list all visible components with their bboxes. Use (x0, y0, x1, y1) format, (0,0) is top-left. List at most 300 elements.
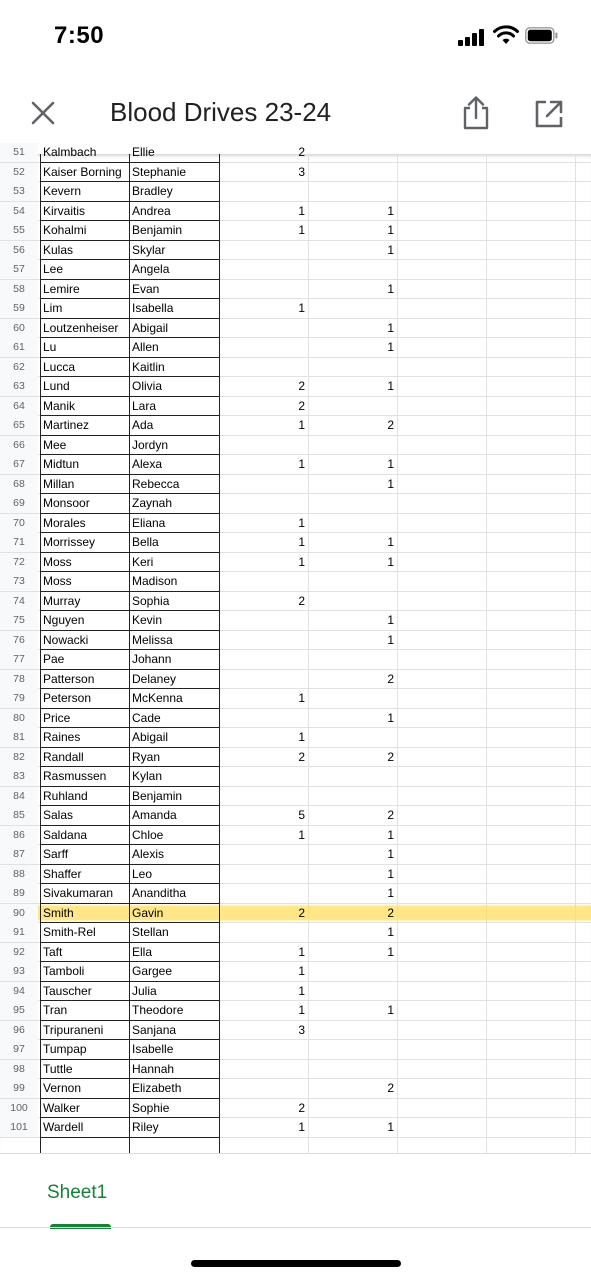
table-cell[interactable]: Kevern (43, 184, 82, 198)
table-cell[interactable] (220, 494, 305, 513)
table-cell[interactable]: Isabelle (132, 1042, 174, 1056)
table-cell[interactable]: Lim (43, 301, 63, 315)
table-cell[interactable]: Kaitlin (132, 359, 165, 374)
table-cell[interactable]: Loutzenheiser (43, 320, 119, 335)
table-cell[interactable]: Tauscher (43, 983, 92, 998)
table-cell[interactable]: Moss (43, 554, 72, 569)
table-cell[interactable]: Amanda (132, 808, 177, 822)
table-cell[interactable]: 5 (298, 808, 305, 822)
divider (0, 1227, 591, 1228)
table-cell[interactable] (309, 182, 394, 201)
table-row[interactable] (0, 631, 591, 651)
table-row[interactable] (0, 436, 591, 456)
table-cell[interactable]: 1 (298, 535, 305, 549)
table-row[interactable] (0, 533, 591, 553)
row-number: 55 (0, 221, 38, 240)
sheet-tab-bar (0, 1153, 591, 1229)
table-cell[interactable] (220, 611, 305, 630)
table-cell[interactable]: Tumpap (43, 1042, 87, 1056)
table-cell[interactable]: Abigail (132, 730, 169, 744)
table-cell[interactable]: Julia (132, 983, 157, 998)
table-cell[interactable] (220, 338, 305, 357)
table-cell[interactable]: Kulas (43, 242, 74, 257)
table-cell[interactable]: Kevin (132, 613, 163, 627)
table-cell[interactable]: Ada (132, 418, 154, 432)
table-cell[interactable]: Taft (43, 944, 63, 959)
table-cell[interactable]: Ellie (132, 145, 155, 159)
table-cell[interactable] (309, 728, 394, 747)
table-cell[interactable]: 1 (387, 886, 394, 900)
table-cell[interactable] (309, 689, 394, 708)
table-row[interactable] (0, 280, 591, 300)
table-cell[interactable]: Tripuraneni (43, 1022, 104, 1037)
table-cell[interactable]: 2 (387, 671, 394, 686)
table-cell[interactable] (309, 358, 394, 377)
table-row[interactable] (0, 319, 591, 339)
row-number: 77 (0, 650, 38, 669)
row-number: 58 (0, 280, 38, 299)
table-cell[interactable]: Nguyen (43, 613, 85, 627)
table-cell[interactable]: Eliana (132, 515, 166, 530)
battery-icon (525, 27, 558, 44)
table-cell[interactable]: Olivia (132, 379, 163, 393)
table-cell[interactable]: 3 (298, 1022, 305, 1037)
table-row[interactable] (0, 202, 591, 222)
table-cell[interactable]: Bradley (132, 184, 173, 198)
table-cell[interactable] (220, 1040, 305, 1059)
table-cell[interactable] (309, 397, 394, 416)
table-cell[interactable]: 1 (387, 827, 394, 842)
table-cell[interactable] (220, 1079, 305, 1098)
row-number: 71 (0, 533, 38, 552)
table-cell[interactable]: Millan (43, 476, 75, 491)
table-cell[interactable]: Shaffer (43, 866, 82, 881)
table-cell[interactable] (309, 514, 394, 533)
table-cell[interactable] (309, 787, 394, 806)
row-number: 98 (0, 1060, 38, 1079)
table-row[interactable] (0, 1118, 591, 1138)
table-row[interactable] (0, 494, 591, 514)
table-cell[interactable]: 1 (298, 691, 305, 705)
table-cell[interactable]: Salas (43, 808, 74, 822)
table-cell[interactable]: 2 (387, 418, 394, 432)
table-row[interactable] (0, 767, 591, 787)
table-cell[interactable] (309, 299, 394, 318)
table-cell[interactable]: Lee (43, 262, 64, 276)
table-row[interactable] (0, 358, 591, 378)
row-number: 97 (0, 1040, 38, 1059)
table-cell[interactable]: Lara (132, 398, 157, 413)
table-cell[interactable]: 1 (387, 320, 394, 335)
row-number: 82 (0, 748, 38, 767)
table-cell[interactable]: Lund (43, 379, 70, 393)
row-number: 86 (0, 826, 38, 845)
border-line (219, 154, 220, 1153)
table-cell[interactable]: 2 (387, 749, 394, 764)
table-row[interactable] (0, 611, 591, 631)
row-number: 100 (0, 1099, 38, 1118)
table-row[interactable] (0, 650, 591, 670)
table-row-highlighted[interactable] (0, 904, 591, 924)
row-number: 60 (0, 319, 38, 338)
table-cell[interactable] (220, 182, 305, 201)
row-number: 94 (0, 982, 38, 1001)
table-cell[interactable] (220, 260, 305, 279)
table-row[interactable] (0, 338, 591, 358)
table-cell[interactable]: Kylan (132, 769, 163, 783)
table-row[interactable] (0, 182, 591, 202)
row-number: 88 (0, 865, 38, 884)
table-cell[interactable]: Peterson (43, 691, 92, 705)
table-cell[interactable]: Lucca (43, 359, 76, 374)
row-number: 80 (0, 709, 38, 728)
table-cell[interactable]: 1 (387, 535, 394, 549)
table-cell[interactable]: 2 (298, 905, 305, 920)
table-cell[interactable]: Raines (43, 730, 81, 744)
table-cell[interactable] (309, 1040, 394, 1059)
table-cell[interactable]: Jordyn (132, 437, 169, 452)
table-cell[interactable] (309, 163, 394, 182)
table-cell[interactable]: 1 (387, 457, 394, 471)
table-cell[interactable]: Tamboli (43, 964, 85, 978)
table-cell[interactable]: Bella (132, 535, 159, 549)
table-cell[interactable]: Price (43, 710, 71, 725)
status-time: 7:50 (54, 22, 105, 49)
table-cell[interactable]: 1 (387, 203, 394, 218)
table-cell[interactable] (220, 1060, 305, 1079)
table-cell[interactable] (309, 260, 394, 279)
table-row[interactable] (0, 1060, 591, 1080)
table-row[interactable] (0, 689, 591, 709)
table-cell[interactable]: 2 (298, 593, 305, 608)
table-cell[interactable]: Benjamin (132, 788, 183, 803)
table-cell[interactable]: Sophia (132, 593, 170, 608)
table-cell[interactable]: Pae (43, 652, 65, 666)
table-cell[interactable] (309, 572, 394, 591)
table-cell[interactable]: Kaiser Borning (43, 164, 122, 179)
table-cell[interactable]: Gargee (132, 964, 173, 978)
row-number: 51 (0, 143, 38, 162)
document-title: Blood Drives 23-24 (110, 97, 332, 127)
table-row[interactable] (0, 455, 591, 475)
table-row[interactable] (0, 143, 591, 163)
table-row[interactable] (0, 1079, 591, 1099)
table-row[interactable] (0, 923, 591, 943)
border-line (129, 154, 130, 1153)
table-cell[interactable] (220, 631, 305, 650)
table-cell[interactable] (220, 280, 305, 299)
table-cell[interactable] (309, 767, 394, 786)
table-cell[interactable] (220, 436, 305, 455)
row-number: 101 (0, 1118, 38, 1137)
row-number: 72 (0, 553, 38, 572)
table-cell[interactable]: Saldana (43, 827, 88, 842)
table-cell[interactable] (220, 787, 305, 806)
row-number: 75 (0, 611, 38, 630)
table-cell[interactable]: 1 (298, 203, 305, 218)
table-cell[interactable]: 3 (298, 164, 305, 179)
table-row[interactable] (0, 475, 591, 495)
row-number: 91 (0, 923, 38, 942)
row-number: 57 (0, 260, 38, 279)
table-cell[interactable]: 1 (298, 730, 305, 744)
row-number: 54 (0, 202, 38, 221)
table-cell[interactable]: Morrissey (43, 535, 96, 549)
table-cell[interactable] (309, 1099, 394, 1118)
table-cell[interactable]: 2 (298, 749, 305, 764)
table-row[interactable] (0, 962, 591, 982)
table-cell[interactable] (220, 709, 305, 728)
table-cell[interactable]: 1 (387, 379, 394, 393)
table-cell[interactable]: Patterson (43, 671, 95, 686)
table-row[interactable] (0, 826, 591, 846)
table-cell[interactable] (220, 845, 305, 864)
home-indicator[interactable] (191, 1260, 401, 1267)
table-cell[interactable]: Andrea (132, 203, 171, 218)
row-number: 62 (0, 358, 38, 377)
table-row[interactable] (0, 241, 591, 261)
table-cell[interactable]: 2 (298, 398, 305, 413)
table-cell[interactable]: 1 (298, 457, 305, 471)
table-cell[interactable] (220, 475, 305, 494)
table-cell[interactable]: Theodore (132, 1003, 184, 1017)
table-cell[interactable]: Melissa (132, 632, 173, 647)
table-cell[interactable]: Gavin (132, 905, 164, 920)
table-cell[interactable]: 1 (298, 1120, 305, 1134)
table-cell[interactable]: Martinez (43, 418, 90, 432)
row-number: 69 (0, 494, 38, 513)
table-cell[interactable] (309, 494, 394, 513)
table-cell[interactable] (220, 358, 305, 377)
table-cell[interactable]: Lemire (43, 281, 80, 296)
table-cell[interactable] (309, 962, 394, 981)
table-cell[interactable]: 1 (298, 418, 305, 432)
table-cell[interactable]: 1 (387, 632, 394, 647)
table-cell[interactable]: 1 (298, 515, 305, 530)
table-cell[interactable] (220, 670, 305, 689)
table-row[interactable] (0, 865, 591, 885)
table-row[interactable] (0, 845, 591, 865)
table-cell[interactable]: Alexis (132, 847, 165, 861)
table-cell[interactable]: Chloe (132, 827, 164, 842)
row-number: 85 (0, 806, 38, 825)
table-cell[interactable]: 1 (387, 847, 394, 861)
table-cell[interactable]: 1 (298, 827, 305, 842)
table-cell[interactable]: Tuttle (43, 1061, 73, 1076)
table-cell[interactable]: Kirvaitis (43, 203, 86, 218)
table-cell[interactable]: Stephanie (132, 164, 187, 179)
table-row[interactable] (0, 397, 591, 417)
table-cell[interactable] (220, 884, 305, 903)
table-cell[interactable]: Murray (43, 593, 81, 608)
table-cell[interactable] (309, 143, 394, 162)
open-external-icon[interactable] (533, 98, 565, 130)
table-cell[interactable]: Stellan (132, 925, 169, 939)
table-row[interactable] (0, 943, 591, 963)
table-row[interactable] (0, 982, 591, 1002)
table-row[interactable] (0, 787, 591, 807)
table-cell[interactable]: 2 (387, 808, 394, 822)
table-cell[interactable]: Morales (43, 515, 86, 530)
table-row[interactable] (0, 1001, 591, 1021)
table-cell[interactable]: Cade (132, 710, 161, 725)
table-row[interactable] (0, 748, 591, 768)
table-row[interactable] (0, 1040, 591, 1060)
table-cell[interactable]: 1 (387, 866, 394, 881)
table-cell[interactable]: Hannah (132, 1061, 175, 1076)
table-cell[interactable]: Alexa (132, 457, 163, 471)
row-number: 76 (0, 631, 38, 650)
share-icon[interactable] (460, 94, 492, 132)
table-cell[interactable] (220, 767, 305, 786)
table-row[interactable] (0, 299, 591, 319)
table-cell[interactable]: 1 (298, 301, 305, 315)
table-row[interactable] (0, 884, 591, 904)
table-cell[interactable]: Walker (43, 1100, 80, 1115)
table-cell[interactable]: 1 (387, 223, 394, 237)
table-cell[interactable] (220, 241, 305, 260)
table-cell[interactable]: Delaney (132, 671, 177, 686)
table-cell[interactable]: 1 (298, 983, 305, 998)
table-cell[interactable]: Sanjana (132, 1022, 177, 1037)
table-cell[interactable] (220, 923, 305, 942)
table-cell[interactable]: Smith-Rel (43, 925, 96, 939)
table-cell[interactable]: 1 (387, 340, 394, 354)
status-bar (0, 0, 591, 74)
table-cell[interactable] (220, 572, 305, 591)
table-row[interactable] (0, 709, 591, 729)
table-cell[interactable]: McKenna (132, 691, 183, 705)
table-cell[interactable]: Sarff (43, 847, 69, 861)
table-cell[interactable]: 1 (387, 242, 394, 257)
table-cell[interactable]: Skylar (132, 242, 166, 257)
table-cell[interactable]: Lu (43, 340, 57, 354)
table-row[interactable] (0, 221, 591, 241)
row-number: 95 (0, 1001, 38, 1020)
table-cell[interactable]: Abigail (132, 320, 169, 335)
table-cell[interactable]: Midtun (43, 457, 80, 471)
spreadsheet-grid[interactable] (0, 145, 591, 1153)
table-cell[interactable] (309, 982, 394, 1001)
table-cell[interactable] (309, 592, 394, 611)
table-cell[interactable]: Elizabeth (132, 1081, 182, 1095)
table-cell[interactable] (309, 650, 394, 669)
row-number: 87 (0, 845, 38, 864)
table-cell[interactable]: 2 (298, 145, 305, 159)
table-cell[interactable]: Moss (43, 574, 72, 588)
table-row[interactable] (0, 416, 591, 436)
table-cell[interactable]: Angela (132, 262, 170, 276)
table-cell[interactable]: Riley (132, 1120, 159, 1134)
table-cell[interactable]: 1 (387, 710, 394, 725)
table-cell[interactable]: 1 (387, 613, 394, 627)
table-cell[interactable]: 2 (298, 1100, 305, 1115)
table-row[interactable] (0, 728, 591, 748)
table-cell[interactable]: 1 (298, 964, 305, 978)
row-number: 83 (0, 767, 38, 786)
table-cell[interactable]: 1 (387, 1120, 394, 1134)
table-row[interactable] (0, 670, 591, 690)
tab-sheet1[interactable]: Sheet1 (47, 1182, 108, 1203)
table-cell[interactable] (309, 1021, 394, 1040)
table-cell[interactable]: Leo (132, 866, 153, 881)
table-cell[interactable]: 1 (387, 281, 394, 296)
table-cell[interactable]: Rasmussen (43, 769, 107, 783)
row-number: 90 (0, 904, 38, 923)
table-row[interactable] (0, 1021, 591, 1041)
table-cell[interactable]: Ella (132, 944, 153, 959)
table-cell[interactable]: Monsoor (43, 496, 90, 510)
table-row[interactable] (0, 553, 591, 573)
close-icon[interactable] (28, 98, 58, 128)
table-cell[interactable]: 2 (298, 379, 305, 393)
table-cell[interactable]: Madison (132, 574, 178, 588)
table-cell[interactable]: Randall (43, 749, 84, 764)
table-cell[interactable]: Sophie (132, 1100, 170, 1115)
table-cell[interactable]: Keri (132, 554, 154, 569)
table-cell[interactable]: Benjamin (132, 223, 183, 237)
table-cell[interactable] (220, 650, 305, 669)
table-row[interactable] (0, 377, 591, 397)
table-cell[interactable]: Ruhland (43, 788, 88, 803)
table-cell[interactable]: Evan (132, 281, 160, 296)
table-cell[interactable]: Isabella (132, 301, 174, 315)
table-cell[interactable]: Johann (132, 652, 172, 666)
table-cell[interactable]: 1 (387, 944, 394, 959)
row-number: 74 (0, 592, 38, 611)
table-cell[interactable]: 1 (298, 1003, 305, 1017)
table-row[interactable] (0, 514, 591, 534)
table-cell[interactable]: 2 (387, 905, 394, 920)
table-cell[interactable]: Ananditha (132, 886, 187, 900)
table-cell[interactable]: Nowacki (43, 632, 89, 647)
table-row[interactable] (0, 806, 591, 826)
table-cell[interactable]: Smith (43, 905, 74, 920)
table-cell[interactable]: 1 (298, 223, 305, 237)
table-row[interactable] (0, 592, 591, 612)
table-cell[interactable]: 2 (387, 1081, 394, 1095)
table-cell[interactable]: Allen (132, 340, 159, 354)
table-cell[interactable]: Kohalmi (43, 223, 87, 237)
table-row[interactable] (0, 572, 591, 592)
table-cell[interactable]: 1 (387, 1003, 394, 1017)
table-cell[interactable]: Zaynah (132, 496, 173, 510)
row-number: 52 (0, 163, 38, 182)
table-cell[interactable]: 1 (387, 925, 394, 939)
table-cell[interactable]: 1 (387, 476, 394, 491)
table-cell[interactable]: Kalmbach (43, 145, 97, 159)
table-cell[interactable] (220, 319, 305, 338)
table-cell[interactable]: Manik (43, 398, 76, 413)
row-number: 78 (0, 670, 38, 689)
table-cell[interactable] (220, 865, 305, 884)
table-row[interactable] (0, 260, 591, 280)
table-row[interactable] (0, 163, 591, 183)
table-cell[interactable]: Wardell (43, 1120, 84, 1134)
table-cell[interactable]: Rebecca (132, 476, 180, 491)
table-cell[interactable]: 1 (387, 554, 394, 569)
table-cell[interactable] (309, 436, 394, 455)
table-cell[interactable]: Vernon (43, 1081, 82, 1095)
table-cell[interactable]: Mee (43, 437, 67, 452)
table-cell[interactable] (309, 1060, 394, 1079)
table-cell[interactable]: Tran (43, 1003, 68, 1017)
table-row[interactable] (0, 1099, 591, 1119)
table-cell[interactable]: 1 (298, 554, 305, 569)
table-cell[interactable]: 1 (298, 944, 305, 959)
table-cell[interactable]: Ryan (132, 749, 161, 764)
table-cell[interactable]: Sivakumaran (43, 886, 114, 900)
